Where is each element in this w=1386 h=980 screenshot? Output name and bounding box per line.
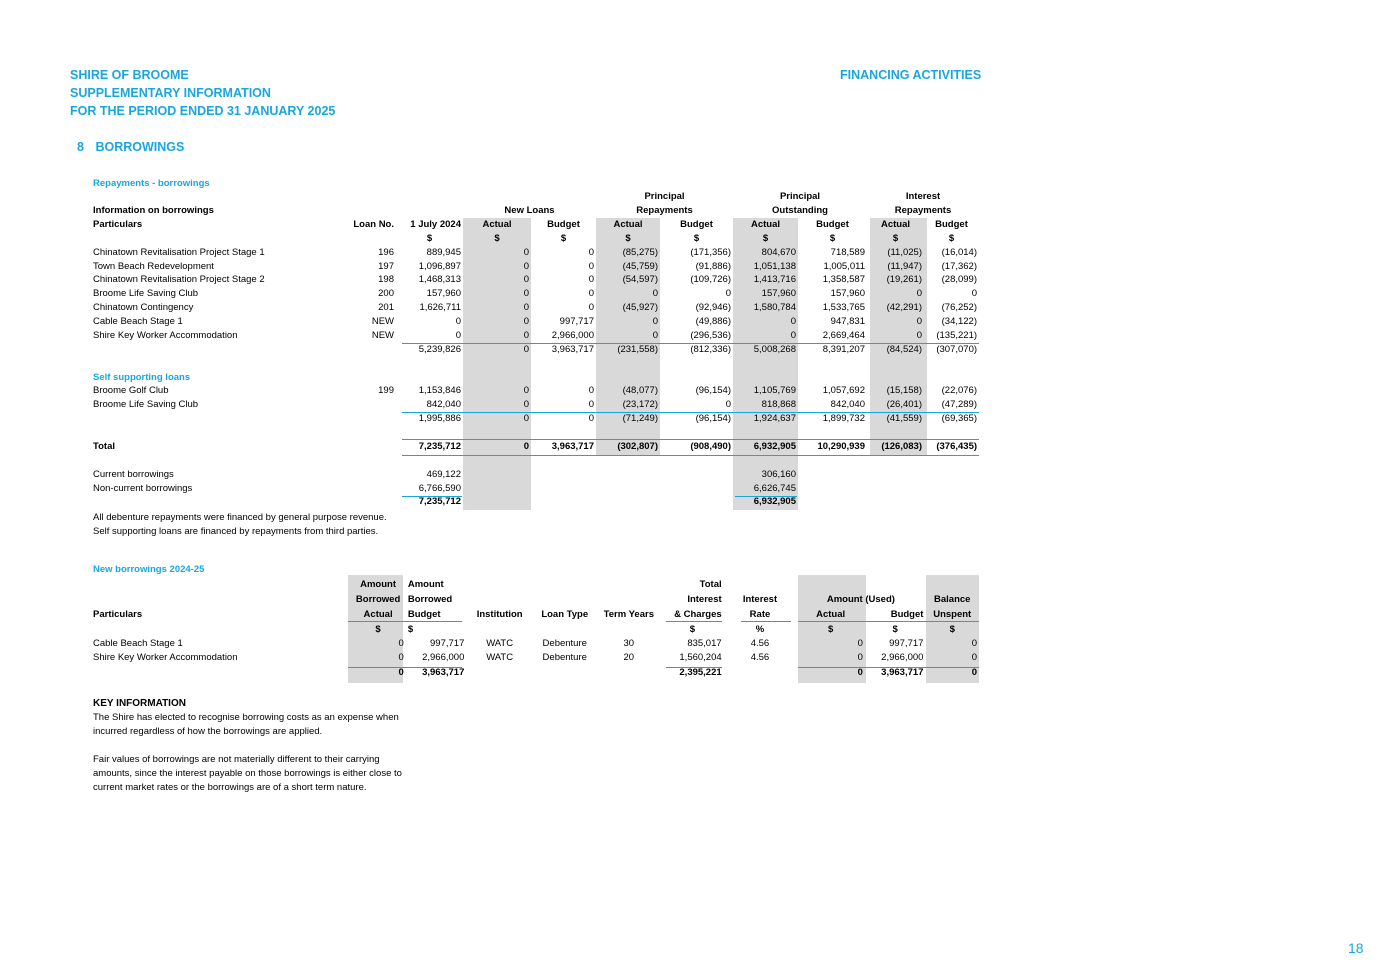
- loan-row: [91, 245, 979, 259]
- nb-hdr-amount-used: Amount (Used): [826, 594, 895, 605]
- new-borrowing-row-cell: 4.56: [750, 652, 770, 664]
- nb-total-cell: 0: [398, 666, 404, 678]
- loan-row-cell: 0: [916, 316, 922, 328]
- loan-row-cell: 0: [523, 274, 529, 286]
- rule-nb-header-1: [348, 621, 462, 622]
- current-label: Current borrowings: [93, 468, 174, 480]
- loan-row-cell: 197: [378, 260, 394, 272]
- key-info-p2-line1: Fair values of borrowings are not materially different to their carrying: [93, 754, 380, 765]
- subtotal-cell: (84,524): [886, 343, 922, 355]
- col-out-actual: Actual: [750, 219, 781, 231]
- header-financing-activities: FINANCING ACTIVITIES: [840, 68, 982, 82]
- new-borrowings-subtitle: New borrowings 2024-25: [93, 564, 205, 575]
- unit: $: [426, 232, 433, 244]
- loan-row: [91, 287, 979, 301]
- self-subtotal-cell: 1,899,732: [822, 413, 865, 425]
- financing-notes: [93, 511, 387, 539]
- subtotal-cell: 8,391,207: [822, 343, 865, 355]
- nb-unit: $: [689, 624, 696, 635]
- col-new-budget: Budget: [547, 219, 580, 231]
- loan-row-cell: (45,759): [622, 260, 658, 272]
- rule-nb-total-2: [666, 667, 722, 668]
- hdr-principal-out-1: Principal: [779, 191, 821, 203]
- new-borrowing-row-particulars: Shire Key Worker Accommodation: [93, 652, 238, 664]
- new-borrowing-row-cell: WATC: [486, 638, 514, 650]
- loan-row-cell: 0: [588, 302, 594, 314]
- page-header: [70, 66, 335, 120]
- section-name: BORROWINGS: [95, 140, 185, 154]
- note-debenture: All debenture repayments were financed by general purpose revenue.: [93, 512, 387, 523]
- loan-row-particulars: Chinatown Contingency: [93, 302, 194, 314]
- total-cell: 3,963,717: [551, 440, 594, 452]
- nb-col: Loan Type: [541, 609, 589, 620]
- new-borrowing-row-cell: 30: [623, 638, 635, 650]
- new-borrowing-row-cell: 0: [398, 638, 404, 650]
- loan-row-cell: (11,947): [887, 260, 922, 272]
- rule-nb-header-3: [741, 621, 791, 622]
- self-loan-row: [91, 398, 979, 412]
- nb-unit: $: [407, 624, 414, 635]
- subtotal-cell: (231,558): [617, 343, 658, 355]
- loan-row-cell: 0: [916, 288, 922, 300]
- new-borrowings-table: [91, 577, 979, 680]
- loan-row-cell: 0: [523, 329, 529, 341]
- new-borrowing-row-cell: 0: [398, 652, 404, 664]
- self-loan-row: [91, 384, 979, 398]
- self-subtotal-cell: (41,559): [886, 413, 922, 425]
- loan-row-cell: 0: [652, 329, 658, 341]
- nb-col: Actual: [363, 609, 393, 620]
- nb-col: Actual: [816, 609, 846, 620]
- loan-row-cell: (16,014): [941, 246, 978, 258]
- total-cell: (376,435): [936, 440, 978, 452]
- new-borrowing-row-cell: 997,717: [889, 638, 924, 650]
- hdr-interest-2: Repayments: [894, 205, 952, 217]
- nb-hdr: Balance: [934, 594, 971, 605]
- rule-total-top: [402, 439, 979, 440]
- total-cell: 0: [523, 440, 529, 452]
- nb-hdr: Borrowed: [407, 594, 453, 605]
- current-outstanding: 306,160: [761, 468, 796, 480]
- loan-row-cell: 0: [455, 329, 461, 341]
- rule-nb-total-3: [798, 667, 979, 668]
- self-loan-row-cell: 0: [523, 385, 529, 397]
- loan-row-cell: 1,358,587: [822, 274, 865, 286]
- nb-total-cell: 0: [971, 666, 977, 678]
- hdr-new-loans: New Loans: [504, 205, 555, 217]
- rule-split-opening: [402, 496, 462, 497]
- new-borrowing-row-cell: 0: [971, 652, 977, 664]
- loan-row-particulars: Chinatown Revitalisation Project Stage 1: [93, 246, 265, 258]
- self-loan-row-cell: (23,172): [622, 399, 658, 411]
- new-borrowing-row-cell: 835,017: [687, 638, 722, 650]
- key-info-p1-line2: incurred regardless of how the borrowings are applied.: [93, 726, 323, 737]
- loan-row-cell: 157,960: [426, 288, 461, 300]
- nb-col: Institution: [476, 609, 523, 620]
- loan-row-cell: 1,096,897: [418, 260, 461, 272]
- self-subtotal-cell: 0: [588, 413, 594, 425]
- page-number: 18: [1348, 940, 1364, 956]
- loan-row-particulars: Town Beach Redevelopment: [93, 260, 214, 272]
- new-borrowing-row-cell: Debenture: [542, 652, 587, 664]
- loan-row-particulars: Broome Life Saving Club: [93, 288, 199, 300]
- loan-row-cell: 947,831: [830, 316, 865, 328]
- loan-row-cell: 0: [523, 246, 529, 258]
- hdr-principal-out-2: Outstanding: [772, 205, 828, 217]
- loan-row-particulars: Chinatown Revitalisation Project Stage 2: [93, 274, 265, 286]
- loan-row-cell: (49,886): [695, 316, 731, 328]
- col-repay-actual: Actual: [613, 219, 643, 231]
- total-cell: 7,235,712: [418, 440, 461, 452]
- self-loan-row-cell: 1,153,846: [418, 385, 461, 397]
- nb-unit: %: [755, 624, 765, 635]
- loan-row: [91, 301, 979, 315]
- total-label: Total: [93, 440, 115, 452]
- nb-unit: $: [827, 624, 834, 635]
- nb-unit: $: [949, 624, 955, 635]
- nb-col: & Charges: [674, 609, 722, 620]
- loan-row-cell: 0: [971, 288, 978, 300]
- nb-hdr: Interest: [687, 594, 722, 605]
- unit: $: [494, 232, 500, 244]
- loan-row-cell: 2,669,464: [822, 329, 865, 341]
- loan-row-cell: (28,099): [941, 274, 978, 286]
- nb-col: Unspent: [933, 609, 972, 620]
- loan-row-cell: 157,960: [761, 288, 796, 300]
- new-borrowing-row-cell: 0: [857, 638, 863, 650]
- total-cell: (908,490): [690, 440, 731, 452]
- self-loan-row-cell: (47,289): [941, 399, 978, 411]
- nb-units-row: [91, 622, 979, 637]
- unit: $: [625, 232, 631, 244]
- col-loan-no: Loan No.: [353, 219, 394, 231]
- subtotal-cell: 0: [523, 343, 529, 355]
- loan-row-particulars: Shire Key Worker Accommodation: [93, 329, 238, 341]
- key-information: [93, 697, 433, 795]
- self-loan-row-cell: 0: [588, 385, 594, 397]
- self-loan-row-cell: 199: [378, 385, 394, 397]
- self-loan-row-particulars: Broome Life Saving Club: [93, 399, 199, 411]
- hdr-info: Information on borrowings: [93, 205, 214, 217]
- new-borrowing-row: [91, 637, 979, 651]
- loan-row-cell: 1,533,765: [822, 302, 865, 314]
- self-subtotal-cell: (96,154): [695, 413, 731, 425]
- new-borrowing-row-cell: 4.56: [750, 638, 770, 650]
- loan-row-cell: 157,960: [830, 288, 865, 300]
- total-cell: (126,083): [881, 440, 922, 452]
- self-loan-row-cell: 0: [725, 399, 731, 411]
- self-loan-row-cell: 1,105,769: [753, 385, 796, 397]
- nb-total-cell: 3,963,717: [881, 666, 924, 678]
- self-supporting-title-row: [91, 370, 979, 384]
- loan-row-cell: 2,966,000: [551, 329, 594, 341]
- new-borrowing-row-cell: WATC: [486, 652, 514, 664]
- loan-row-cell: 196: [378, 246, 394, 258]
- repayments-subtitle: Repayments - borrowings: [93, 178, 210, 189]
- loan-row-cell: 0: [652, 288, 658, 300]
- nb-header-row-1: [91, 577, 979, 592]
- self-loan-row-cell: (26,401): [886, 399, 922, 411]
- new-borrowing-row-cell: 2,966,000: [881, 652, 924, 664]
- loan-row-cell: 0: [523, 260, 529, 272]
- col-int-budget: Budget: [935, 219, 968, 231]
- split-total-opening: 7,235,712: [418, 496, 461, 508]
- loan-row-cell: (45,927): [622, 302, 658, 314]
- loan-row-cell: (34,122): [941, 316, 978, 328]
- repayments-header-row-1: [91, 190, 979, 204]
- loan-row-cell: 1,413,716: [753, 274, 796, 286]
- repayments-table: [91, 190, 979, 509]
- self-loan-row-cell: [346, 398, 396, 412]
- nb-col: Budget: [890, 609, 924, 620]
- section-title: [77, 140, 184, 154]
- noncurrent-outstanding: 6,626,745: [753, 482, 796, 494]
- loan-row-cell: (17,362): [941, 260, 978, 272]
- loan-row-cell: 0: [455, 316, 461, 328]
- unit: $: [948, 232, 955, 244]
- new-borrowing-row-cell: 997,717: [430, 638, 465, 650]
- loan-row-cell: 0: [523, 302, 529, 314]
- new-borrowing-row: [91, 651, 979, 665]
- col-new-actual: Actual: [482, 219, 512, 231]
- loan-row-cell: (135,221): [936, 329, 978, 341]
- rule-split-outstanding: [735, 496, 797, 497]
- nb-unit: $: [892, 624, 898, 635]
- loan-row-particulars: Cable Beach Stage 1: [93, 316, 183, 328]
- col-int-actual: Actual: [880, 219, 911, 231]
- nb-hdr: Borrowed: [355, 594, 401, 605]
- self-subtotal-row: [91, 412, 979, 426]
- loan-row-cell: (91,886): [695, 260, 731, 272]
- self-loan-row-cell: 842,040: [426, 399, 461, 411]
- unit: $: [693, 232, 700, 244]
- repayments-units-row: [91, 232, 979, 246]
- loan-row-cell: 997,717: [559, 316, 594, 328]
- loan-row-cell: 0: [588, 288, 594, 300]
- loan-row-cell: 200: [378, 288, 394, 300]
- total-cell: 10,290,939: [817, 440, 865, 452]
- self-loan-row-cell: 818,868: [761, 399, 796, 411]
- self-subtotal-cell: (71,249): [622, 413, 658, 425]
- self-loan-row-cell: 0: [588, 399, 594, 411]
- loan-row-cell: (171,356): [690, 246, 731, 258]
- self-loan-row-cell: (22,076): [941, 385, 978, 397]
- key-info-p2-line2: amounts, since the interest payable on those borrowings is either close to: [93, 768, 402, 779]
- loan-row: [91, 259, 979, 273]
- key-info-p2-line3: current market rates or the borrowings are of a short term nature.: [93, 782, 367, 793]
- loan-row-cell: 718,589: [830, 246, 865, 258]
- rule-nb-total-1: [348, 667, 462, 668]
- subtotal-cell: 3,963,717: [551, 343, 594, 355]
- split-total-row: [91, 495, 979, 509]
- loan-row-cell: 0: [588, 246, 594, 258]
- nb-header-row-3: [91, 607, 979, 622]
- nb-total-cell: 3,963,717: [422, 666, 465, 678]
- loan-row-cell: 0: [523, 316, 529, 328]
- noncurrent-opening: 6,766,590: [418, 482, 461, 494]
- new-borrowing-row-cell: 0: [857, 652, 863, 664]
- self-loan-row-cell: 0: [523, 399, 529, 411]
- nb-hdr: Amount: [407, 579, 444, 590]
- loan-row-cell: NEW: [371, 316, 394, 328]
- unit: $: [829, 232, 836, 244]
- self-loan-row-particulars: Broome Golf Club: [93, 385, 169, 397]
- hdr-interest-1: Interest: [905, 191, 941, 203]
- current-borrowings-row: [91, 467, 979, 481]
- rule-self-subtotal: [402, 412, 979, 413]
- loan-row-cell: 201: [378, 302, 394, 314]
- new-borrowing-row-cell: 0: [971, 638, 977, 650]
- header-period: FOR THE PERIOD ENDED 31 JANUARY 2025: [70, 104, 336, 118]
- loan-row: [91, 315, 979, 329]
- noncurrent-label: Non-current borrowings: [93, 482, 193, 494]
- loan-row-cell: 0: [916, 329, 922, 341]
- loan-row-cell: (296,536): [690, 329, 731, 341]
- loan-row: [91, 328, 979, 342]
- loan-row-cell: (19,261): [886, 274, 922, 286]
- nb-total-cell: 0: [857, 666, 863, 678]
- rule-nb-header-4: [798, 621, 979, 622]
- current-opening: 469,122: [426, 468, 461, 480]
- nb-total-cell: 2,395,221: [679, 666, 722, 678]
- nb-col-particulars: Particulars: [93, 609, 143, 620]
- nb-col: Budget: [407, 609, 441, 620]
- self-loan-row-cell: (96,154): [695, 385, 731, 397]
- rule-subtotal: [402, 343, 979, 344]
- unit: $: [560, 232, 567, 244]
- loan-row-cell: (109,726): [690, 274, 731, 286]
- self-supporting-title: Self supporting loans: [93, 371, 191, 383]
- noncurrent-borrowings-row: [91, 481, 979, 495]
- loan-row-cell: 0: [523, 288, 529, 300]
- self-subtotal-cell: (69,365): [941, 413, 978, 425]
- self-subtotal-cell: 1,995,886: [418, 413, 461, 425]
- nb-col: Term Years: [603, 609, 654, 620]
- new-borrowing-row-particulars: Cable Beach Stage 1: [93, 638, 183, 650]
- nb-hdr: Amount: [360, 579, 397, 590]
- nb-header-row-2: [91, 592, 979, 607]
- col-particulars: Particulars: [93, 219, 143, 231]
- new-borrowing-row-cell: Debenture: [542, 638, 587, 650]
- loan-row-cell: 804,670: [761, 246, 796, 258]
- self-subtotal-cell: 1,924,637: [753, 413, 796, 425]
- nb-hdr: Total: [699, 579, 722, 590]
- self-loan-row-cell: (48,077): [622, 385, 658, 397]
- loan-row-cell: NEW: [371, 329, 394, 341]
- self-subtotal-cell: 0: [523, 413, 529, 425]
- loan-row-cell: 1,580,784: [753, 302, 796, 314]
- self-loan-row-cell: (15,158): [886, 385, 922, 397]
- section-number: 8: [77, 140, 84, 154]
- total-cell: 6,932,905: [753, 440, 796, 452]
- loan-row-cell: 0: [588, 260, 594, 272]
- nb-col: Rate: [749, 609, 771, 620]
- loan-row-cell: 0: [725, 288, 731, 300]
- header-supplementary: SUPPLEMENTARY INFORMATION: [70, 86, 271, 100]
- subtotal-cell: 5,239,826: [418, 343, 461, 355]
- unit: $: [892, 232, 899, 244]
- loan-row-cell: 1,051,138: [753, 260, 796, 272]
- nb-hdr: Interest: [742, 594, 778, 605]
- repayments-subtotal-row: [91, 342, 979, 356]
- self-loan-row-cell: 842,040: [830, 399, 865, 411]
- loan-row-cell: (42,291): [886, 302, 922, 314]
- new-borrowing-row-cell: 2,966,000: [422, 652, 465, 664]
- self-loan-row-cell: 1,057,692: [822, 385, 865, 397]
- loan-row-cell: 0: [652, 316, 658, 328]
- loan-row-cell: 0: [790, 316, 796, 328]
- loan-row-cell: (11,025): [887, 246, 922, 258]
- rule-nb-header-2: [666, 621, 722, 622]
- loan-row-cell: 1,005,011: [823, 260, 865, 272]
- key-info-title: KEY INFORMATION: [93, 698, 186, 709]
- unit: $: [762, 232, 769, 244]
- new-borrowing-row-cell: 1,560,204: [679, 652, 722, 664]
- header-shire: SHIRE OF BROOME: [70, 68, 189, 82]
- loan-row-cell: 1,626,711: [419, 302, 461, 314]
- subtotal-cell: (812,336): [690, 343, 731, 355]
- note-self-supporting: Self supporting loans are financed by repayments from third parties.: [93, 526, 379, 537]
- loan-row-cell: (92,946): [695, 302, 731, 314]
- key-info-p1-line1: The Shire has elected to recognise borrowing costs as an expense when: [93, 712, 399, 723]
- repayments-column-headers: [91, 218, 979, 232]
- hdr-principal-repay-2: Repayments: [636, 205, 693, 217]
- col-repay-budget: Budget: [680, 219, 713, 231]
- rule-total-bottom: [402, 455, 979, 456]
- loan-row-cell: (85,275): [622, 246, 658, 258]
- nb-unit: $: [375, 624, 381, 635]
- total-cell: (302,807): [617, 440, 658, 452]
- col-out-budget: Budget: [816, 219, 849, 231]
- subtotal-cell: 5,008,268: [753, 343, 796, 355]
- loan-row-cell: (54,597): [622, 274, 658, 286]
- col-1-july: 1 July 2024: [410, 219, 461, 231]
- repayments-header-row-2: [91, 204, 979, 218]
- new-borrowing-row-cell: 20: [623, 652, 635, 664]
- subtotal-cell: (307,070): [936, 343, 978, 355]
- loan-row-cell: 0: [790, 329, 796, 341]
- loan-row-cell: 1,468,313: [418, 274, 461, 286]
- total-row: [91, 440, 979, 454]
- loan-row-cell: (76,252): [941, 302, 978, 314]
- hdr-principal-repay-1: Principal: [644, 191, 685, 203]
- loan-row-cell: 889,945: [426, 246, 461, 258]
- loan-row-cell: 198: [378, 274, 394, 286]
- loan-row-cell: 0: [588, 274, 594, 286]
- split-total-outstanding: 6,932,905: [753, 496, 796, 508]
- loan-row: [91, 273, 979, 287]
